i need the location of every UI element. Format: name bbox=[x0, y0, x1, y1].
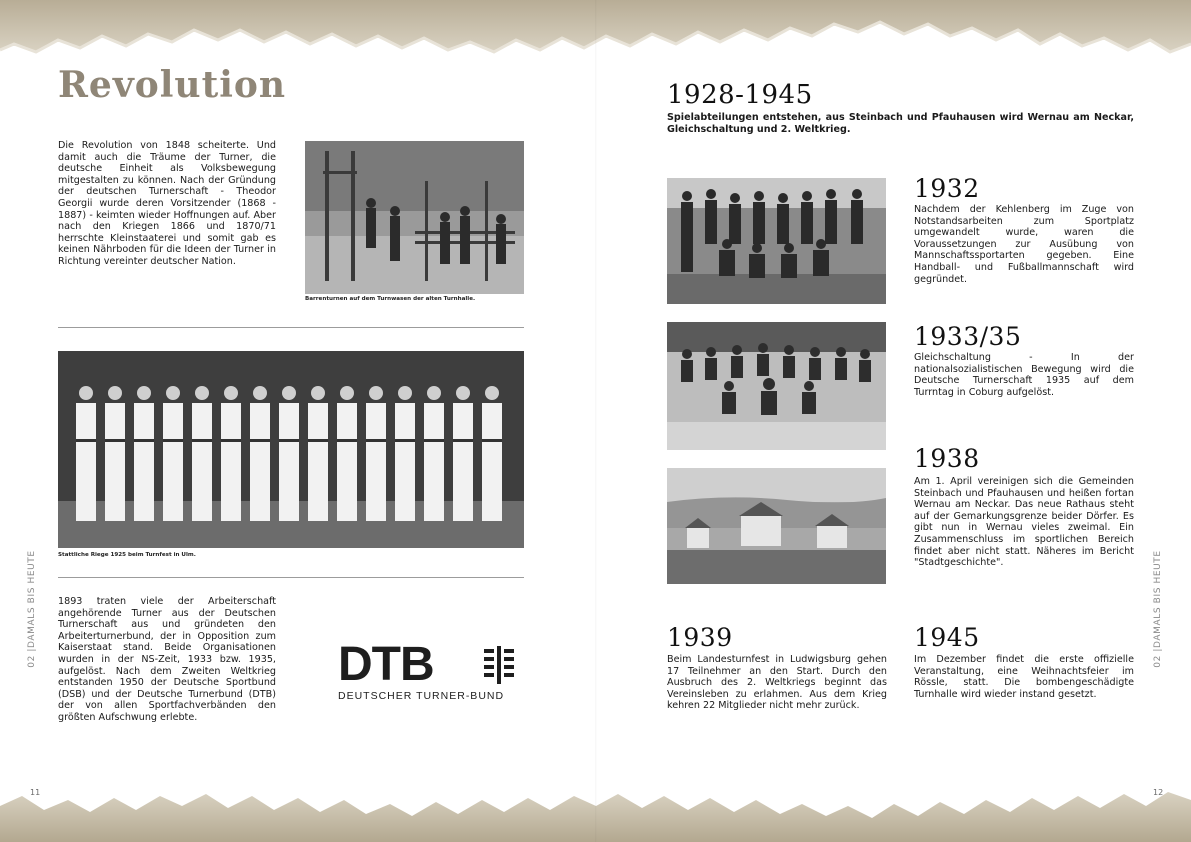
section-label: 02 |DAMALS BIS HEUTE bbox=[27, 550, 37, 668]
year-heading: 1932 bbox=[914, 174, 980, 203]
page-spine bbox=[595, 0, 597, 842]
page-number: 11 bbox=[30, 788, 41, 797]
year-heading: 1945 bbox=[914, 623, 980, 652]
page-number: 12 bbox=[1153, 788, 1164, 797]
section-label: 02 |DAMALS BIS HEUTE bbox=[1153, 550, 1163, 668]
logo-wordmark: DTB bbox=[338, 638, 434, 691]
closing-paragraph: 1893 traten viele der Arbeiterschaft angehörende Turner aus der Deutschen Turnerschaft aus und gründeten den Arbeiterturnerbund, der in Opposition zum Kaiserstaat stand. Beide Organisationen wurden in der NS-Zeit, 1933 bzw. 1935, aufgelöst. Nach dem Zweiten Weltkrieg entstanden 1950 der Deutsche Sportbund (DSB) und der Deutsche Turnerbund (DTB) der von allen Sportfachverbänden den größten Aufschwung erlebte. bbox=[58, 596, 276, 723]
period-heading: 1928-1945 bbox=[667, 80, 813, 110]
page-title: Revolution bbox=[58, 64, 287, 106]
year-text: Nachdem der Kehlenberg im Zuge von Notstandsarbeiten zum Sportplatz umgewandelt wurde, waren die Voraussetzungen zur Ausübung von Mannschaftssportarten gegeben. Eine Handball- und Fußballmannschaft wird gegründet. bbox=[914, 204, 1134, 285]
year-text: Im Dezember findet die erste offizielle Veranstaltung, eine Weihnachtsfeier im Rössle, statt. Die bombengeschädigte Turnhalle wird wieder instand gesetzt. bbox=[914, 654, 1134, 700]
year-heading: 1933/35 bbox=[914, 322, 1022, 351]
period-subheading: Spielabteilungen entstehen, aus Steinbach und Pfauhausen wird Wernau am Neckar, Gleichschaltung und 2. Weltkrieg. bbox=[667, 112, 1134, 136]
photo-handball-team bbox=[667, 322, 886, 450]
year-heading: 1939 bbox=[667, 623, 733, 652]
photo-caption: Barrenturnen auf dem Turnwasen der alten Turnhalle. bbox=[305, 296, 476, 302]
intro-paragraph: Die Revolution von 1848 scheiterte. Und damit auch die Träume der Turner, die deutsche Einheit als Volksbewegung mitgestalten zu können. Nach der Gründung der deutschen Turnerschaft - Theodor Georgii wurde deren Vorsitzender (1868 - 1887) - keimten wieder Hoffnungen auf. Aber nach den Kriegen 1866 und 1870/71 herrschte Kleinstaaterei und somit gab es keinen Nährboden für die Ideen der Turner in Richtung vereinter deutscher Nation. bbox=[58, 140, 276, 267]
divider bbox=[58, 327, 524, 328]
year-text: Am 1. April vereinigen sich die Gemeinden Steinbach und Pfauhausen und heißen fortan Wernau am Neckar. Das neue Rathaus steht auf der Gemarkungsgrenze beider Dörfer. Es gibt nun in Wernau vieles zweimal. Ein Zusammenschluss im sportlichen Bereich findet aber nicht statt. Näheres im Bericht "Stadtgeschichte". bbox=[914, 476, 1134, 569]
photo-parallel-bars bbox=[305, 141, 524, 294]
year-heading: 1938 bbox=[914, 444, 980, 473]
photo-team-1925 bbox=[58, 351, 524, 548]
photo-town-hall bbox=[667, 468, 886, 584]
year-text: Gleichschaltung - In der nationalsozialistischen Bewegung wird die Deutsche Turnerschaft 1935 auf dem Turrntag in Coburg aufgelöst. bbox=[914, 352, 1134, 398]
photo-caption: Stattliche Riege 1925 beim Turnfest in Ulm. bbox=[58, 552, 196, 558]
divider bbox=[58, 577, 524, 578]
logo-subtitle: DEUTSCHER TURNER-BUND bbox=[338, 690, 505, 702]
dtb-emblem-icon bbox=[480, 646, 518, 684]
photo-football-team-1932 bbox=[667, 178, 886, 304]
dtb-logo bbox=[334, 640, 524, 708]
year-text: Beim Landesturnfest in Ludwigsburg gehen 17 Teilnehmer an den Start. Durch den Ausbruch des 2. Weltkriegs beginnt das Vereinsleben zu erlahmen. Aus dem Krieg kehren 22 Mitglieder nicht mehr zurück. bbox=[667, 654, 887, 712]
